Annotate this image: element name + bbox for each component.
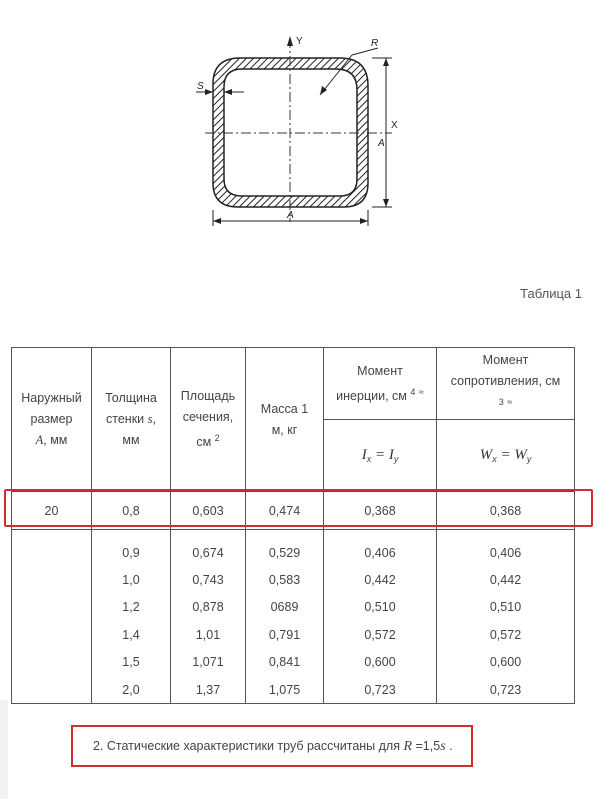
cell-mass: 0,791 [246,621,324,648]
cell-area: 0,603 [171,492,246,530]
inertia-formula: $I_x = I_y$ [324,420,437,492]
header-wall-thickness: Толщина стенки s, мм [92,348,171,492]
label-a-bottom: A [287,210,294,221]
header-resistance: Момент сопротивления, см $^3$ ≈ [437,348,575,420]
footnote-sym-r: R [403,739,413,754]
footnote-text: 2. Статические характеристики труб рассчитаны для [93,739,400,753]
cell-resistance: 0,510 [437,594,575,621]
footnote-eq: =1,5 [412,739,441,753]
header-section-area: Площадь сечения, см $^2$ [171,348,246,492]
table-row [12,621,575,648]
cell-size [12,676,92,704]
footnote-sym-s: s [440,739,446,754]
cell-area: 0,674 [171,539,246,566]
cell-inertia: 0,600 [324,649,437,676]
header-mass: Масса 1 м, кг [246,348,324,492]
label-r: R [371,38,379,49]
cell-mass: 1,075 [246,676,324,704]
footnote-box [71,725,473,767]
table-row [12,566,575,593]
cell-resistance: 0,600 [437,649,575,676]
table-caption: Таблица 1 [520,286,582,301]
cell-wall: 1,5 [92,649,171,676]
cell-inertia: 0,723 [324,676,437,704]
cell-resistance: 0,442 [437,566,575,593]
cell-size [12,621,92,648]
table-row [12,594,575,621]
cell-resistance: 0,368 [437,492,575,530]
header-inertia: Момент инерции, см $^4$ ≈ [324,348,437,420]
cell-resistance: 0,572 [437,621,575,648]
table-row [12,676,575,704]
cell-mass: 0,474 [246,492,324,530]
cell-area: 1,071 [171,649,246,676]
cell-wall: 1,2 [92,594,171,621]
cell-wall: 0,8 [92,492,171,530]
cell-area: 1,37 [171,676,246,704]
table-row [12,649,575,676]
cell-inertia: 0,510 [324,594,437,621]
label-x: X [391,120,398,131]
label-y: Y [296,36,303,47]
cell-area: 0,743 [171,566,246,593]
header-outer-size: Наружный размер A, мм [12,348,92,492]
cell-inertia: 0,572 [324,621,437,648]
cell-mass: 0,583 [246,566,324,593]
cell-mass: 0,529 [246,539,324,566]
cell-inertia: 0,406 [324,539,437,566]
cell-size [12,649,92,676]
cell-wall: 2,0 [92,676,171,704]
cell-area: 0,878 [171,594,246,621]
cell-size [12,566,92,593]
cell-mass: 0,841 [246,649,324,676]
cell-size [12,539,92,566]
cell-resistance: 0,406 [437,539,575,566]
highlight-box-first-row [4,489,593,527]
footnote-end: . [445,739,453,753]
side-shade [0,700,8,799]
cell-inertia: 0,368 [324,492,437,530]
cell-wall: 1,4 [92,621,171,648]
tube-profile-drawing [0,0,600,270]
cell-area: 1,01 [171,621,246,648]
cell-inertia: 0,442 [324,566,437,593]
resistance-formula: $W_x = W_y$ [437,420,575,492]
table-row [12,539,575,566]
cell-resistance: 0,723 [437,676,575,704]
cell-size: 20 [12,492,92,530]
label-s: S [197,81,204,92]
cell-size [12,594,92,621]
cell-mass: 0689 [246,594,324,621]
cell-wall: 0,9 [92,539,171,566]
cell-wall: 1,0 [92,566,171,593]
label-a-right: A [378,138,385,149]
